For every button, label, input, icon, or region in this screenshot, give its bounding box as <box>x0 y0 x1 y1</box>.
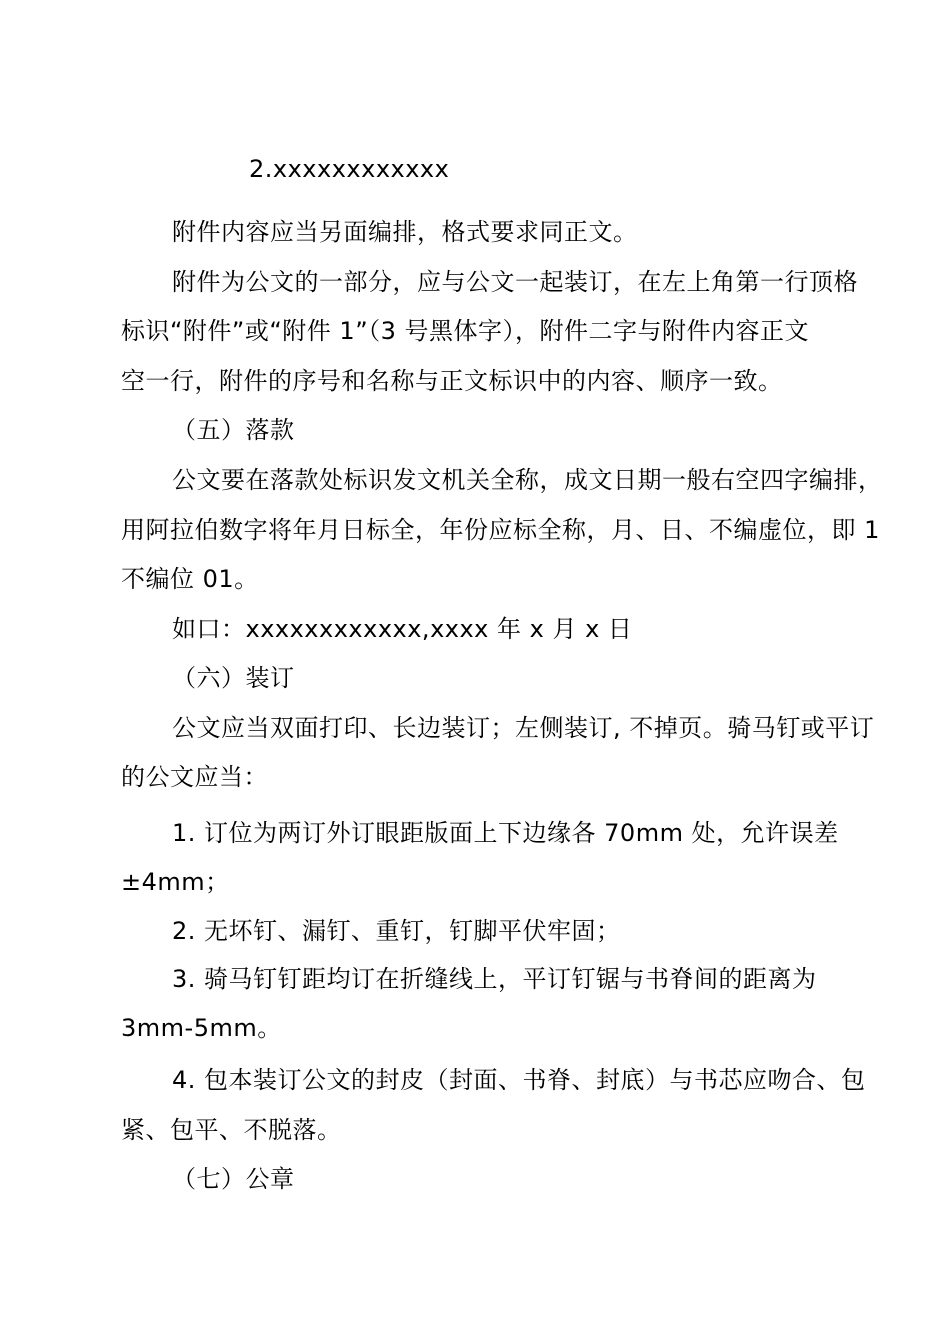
list-item-line: 1. 订位为两订外订眼距版面上下边缘各 70mm 处，允许误差 <box>172 819 839 847</box>
paragraph-line: 用阿拉伯数字将年月日标全，年份应标全称，月、日、不编虚位，即 1 <box>121 516 880 544</box>
paragraph-line: 空一行，附件的序号和名称与正文标识中的内容、顺序一致。 <box>121 367 783 395</box>
paragraph-line: 的公文应当： <box>121 763 268 791</box>
attachment-item-2: 2.xxxxxxxxxxxx <box>249 155 450 183</box>
example-line: 如口：xxxxxxxxxxxx,xxxx 年 x 月 x 日 <box>172 615 633 643</box>
list-item-line: 3. 骑马钉钉距均订在折缝线上，平订钉锯与书脊间的距离为 <box>172 965 817 993</box>
section-heading-binding: （六）装订 <box>172 664 295 692</box>
list-item-line: 紧、包平、不脱落。 <box>121 1116 342 1144</box>
list-item-line: 2. 无坏钉、漏钉、重钉，钉脚平伏牢固； <box>172 917 621 945</box>
paragraph-line: 附件内容应当另面编排，格式要求同正文。 <box>172 218 638 246</box>
paragraph-line: 公文应当双面打印、长边装订；左侧装订, 不掉页。骑马钉或平订 <box>172 714 875 742</box>
list-item-line: 4. 包本装订公文的封皮（封面、书脊、封底）与书芯应吻合、包 <box>172 1066 866 1094</box>
list-item-line: ±4mm； <box>121 868 230 896</box>
paragraph-line: 标识“附件”或“附件 1”（3 号黑体字），附件二字与附件内容正文 <box>121 317 810 345</box>
section-heading-signature: （五）落款 <box>172 416 295 444</box>
paragraph-line: 附件为公文的一部分，应与公文一起装订，在左上角第一行顶格 <box>172 268 858 296</box>
paragraph-line: 公文要在落款处标识发文机关全称，成文日期一般右空四字编排， <box>172 466 883 494</box>
paragraph-line: 不编位 01。 <box>121 565 259 593</box>
list-item-line: 3mm-5mm。 <box>121 1014 282 1042</box>
section-heading-seal: （七）公章 <box>172 1165 295 1193</box>
